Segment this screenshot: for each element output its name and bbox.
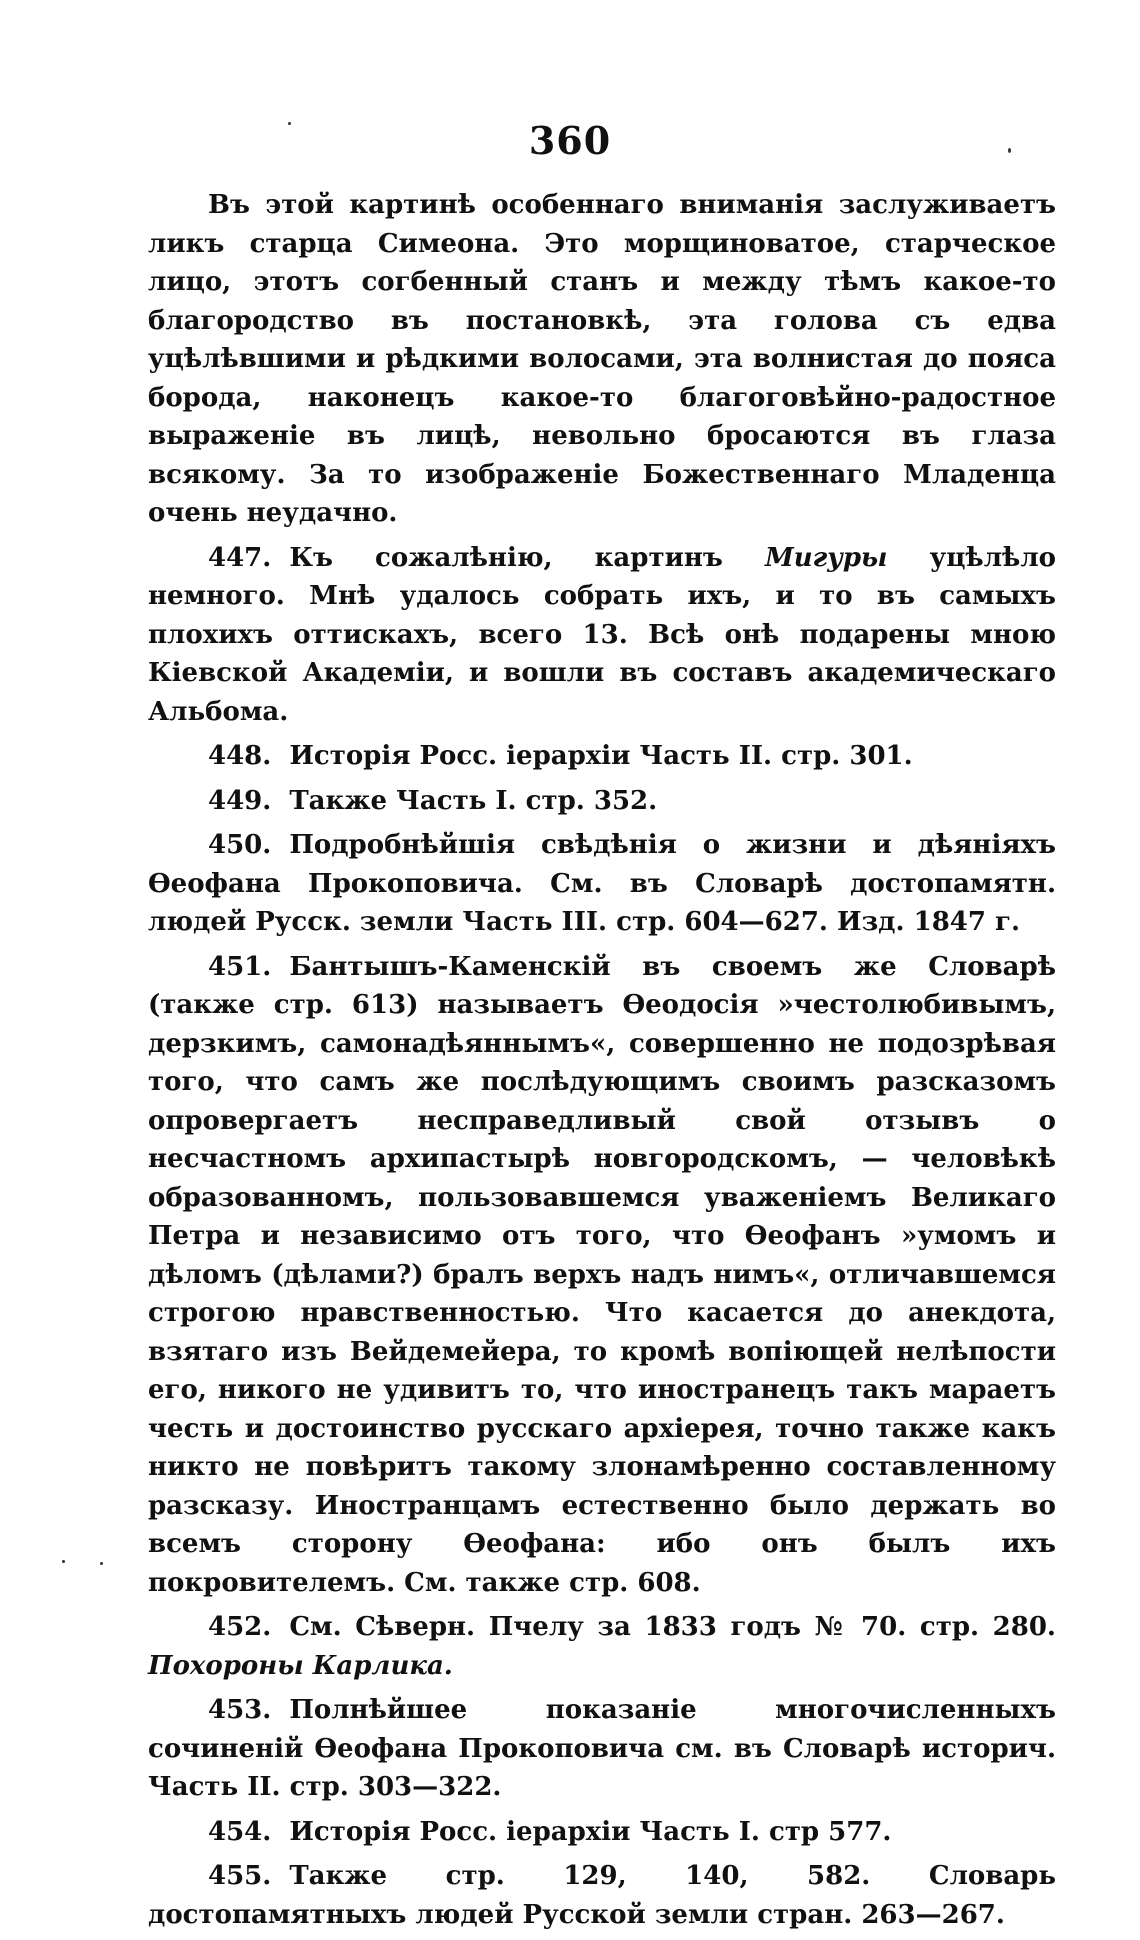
note-450 bbox=[148, 826, 1056, 942]
note-text-after: уцѣлѣло немного. Мнѣ удалось собрать ихъ, и то въ самыхъ плохихъ оттискахъ, всего 13. Всѣ онѣ подарены мною Кіевской Академіи, и вошли въ составъ академическаго Альбома. bbox=[148, 542, 1056, 727]
note-text: Исторія Росс. іерархіи Часть II. стр. 301. bbox=[289, 741, 913, 771]
note-text: Подробнѣйшія свѣдѣнія о жизни и дѣяніяхъ Ѳеофана Прокоповича. См. въ Словарѣ достопамятн. людей Русск. земли Часть III. стр. 604—627. Изд. 1847 г. bbox=[148, 830, 1056, 937]
scan-speck bbox=[1008, 148, 1011, 153]
scan-speck bbox=[288, 122, 291, 125]
note-number: 455. bbox=[208, 1861, 272, 1891]
page-number: 360 bbox=[528, 118, 612, 163]
note-454 bbox=[148, 1813, 1056, 1852]
note-text-before: Къ сожалѣнію, картинъ bbox=[289, 542, 765, 573]
note-452 bbox=[148, 1608, 1056, 1685]
note-text: Бантышъ-Каменскій въ своемъ же Словарѣ (также стр. 613) называетъ Ѳеодосія »честолюбивымъ, дерзкимъ, самонадѣяннымъ«, совершенно не подозрѣвая того, что самъ же послѣдующимъ своимъ разсказомъ опровергаетъ несправедливый свой отзывъ о несчастномъ архипастырѣ новгородскомъ, — человѣкѣ образованномъ, пользовавшемся уваженіемъ Великаго Петра и независимо отъ того, что Ѳеофанъ »умомъ и дѣломъ (дѣлами?) бралъ верхъ надъ нимъ«, отличавшемся строгою нравственностью. Что касается до анекдота, взятаго изъ Вейдемейера, то кромѣ вопіющей нелѣпости его, никого не удивитъ то, что иностранецъ такъ мараетъ честь и достоинство русскаго архіерея, точно также какъ никто не повѣритъ такому злонамѣренно составленному разсказу. Иностранцамъ естественно было держать во всемъ сторону Ѳеофана: ибо онъ былъ ихъ покровителемъ. См. также стр. 608. bbox=[148, 951, 1056, 1598]
note-text: Также Часть I. стр. 352. bbox=[289, 785, 658, 816]
note-number: 449. bbox=[208, 785, 272, 816]
note-451 bbox=[148, 948, 1056, 1603]
note-number: 448. bbox=[208, 741, 272, 771]
note-text: Исторія Росс. іерархіи Часть I. стр 577. bbox=[289, 1816, 892, 1847]
note-text: Также стр. 129, 140, 582. Словарь достопамятныхъ людей Русской земли стран. 263—267. bbox=[148, 1861, 1056, 1930]
note-italic-name: Мигуры bbox=[764, 542, 888, 573]
paragraph-text: Въ этой картинѣ особеннаго вниманія заслуживаетъ ликъ старца Симеона. Это морщиноватое, старческое лицо, этотъ согбенный станъ и между тѣмъ какое-то благородство въ постановкѣ, эта голова съ едва уцѣлѣвшими и рѣдкими волосами, эта волнистая до пояса борода, наконецъ какое-то благоговѣйно-радостное выраженіе въ лицѣ, невольно бросаются въ глаза всякому. За то изображеніе Божественнаго Младенца очень неудачно. bbox=[148, 190, 1056, 528]
note-number: 450. bbox=[208, 830, 272, 860]
note-447 bbox=[148, 539, 1056, 732]
note-449 bbox=[148, 782, 1056, 821]
note-453 bbox=[148, 1691, 1056, 1807]
note-455 bbox=[148, 1857, 1056, 1934]
note-number: 451. bbox=[208, 951, 272, 982]
scan-speck bbox=[100, 1562, 103, 1565]
note-text-before: См. Сѣверн. Пчелу за 1833 годъ № 70. стр. 280. bbox=[289, 1612, 1056, 1642]
note-italic-title: Похороны Карлика. bbox=[148, 1650, 453, 1681]
note-number: 447. bbox=[208, 542, 272, 573]
paragraph-intro bbox=[148, 186, 1056, 533]
note-text: Полнѣйшее показаніе многочисленныхъ сочиненій Ѳеофана Прокоповича см. въ Словарѣ историч. Часть II. стр. 303—322. bbox=[148, 1695, 1056, 1802]
note-448 bbox=[148, 737, 1056, 776]
note-number: 453. bbox=[208, 1695, 272, 1725]
note-number: 452. bbox=[208, 1612, 272, 1642]
note-number: 454. bbox=[208, 1816, 272, 1847]
scan-speck bbox=[62, 1560, 65, 1563]
page-text bbox=[148, 186, 1056, 1940]
